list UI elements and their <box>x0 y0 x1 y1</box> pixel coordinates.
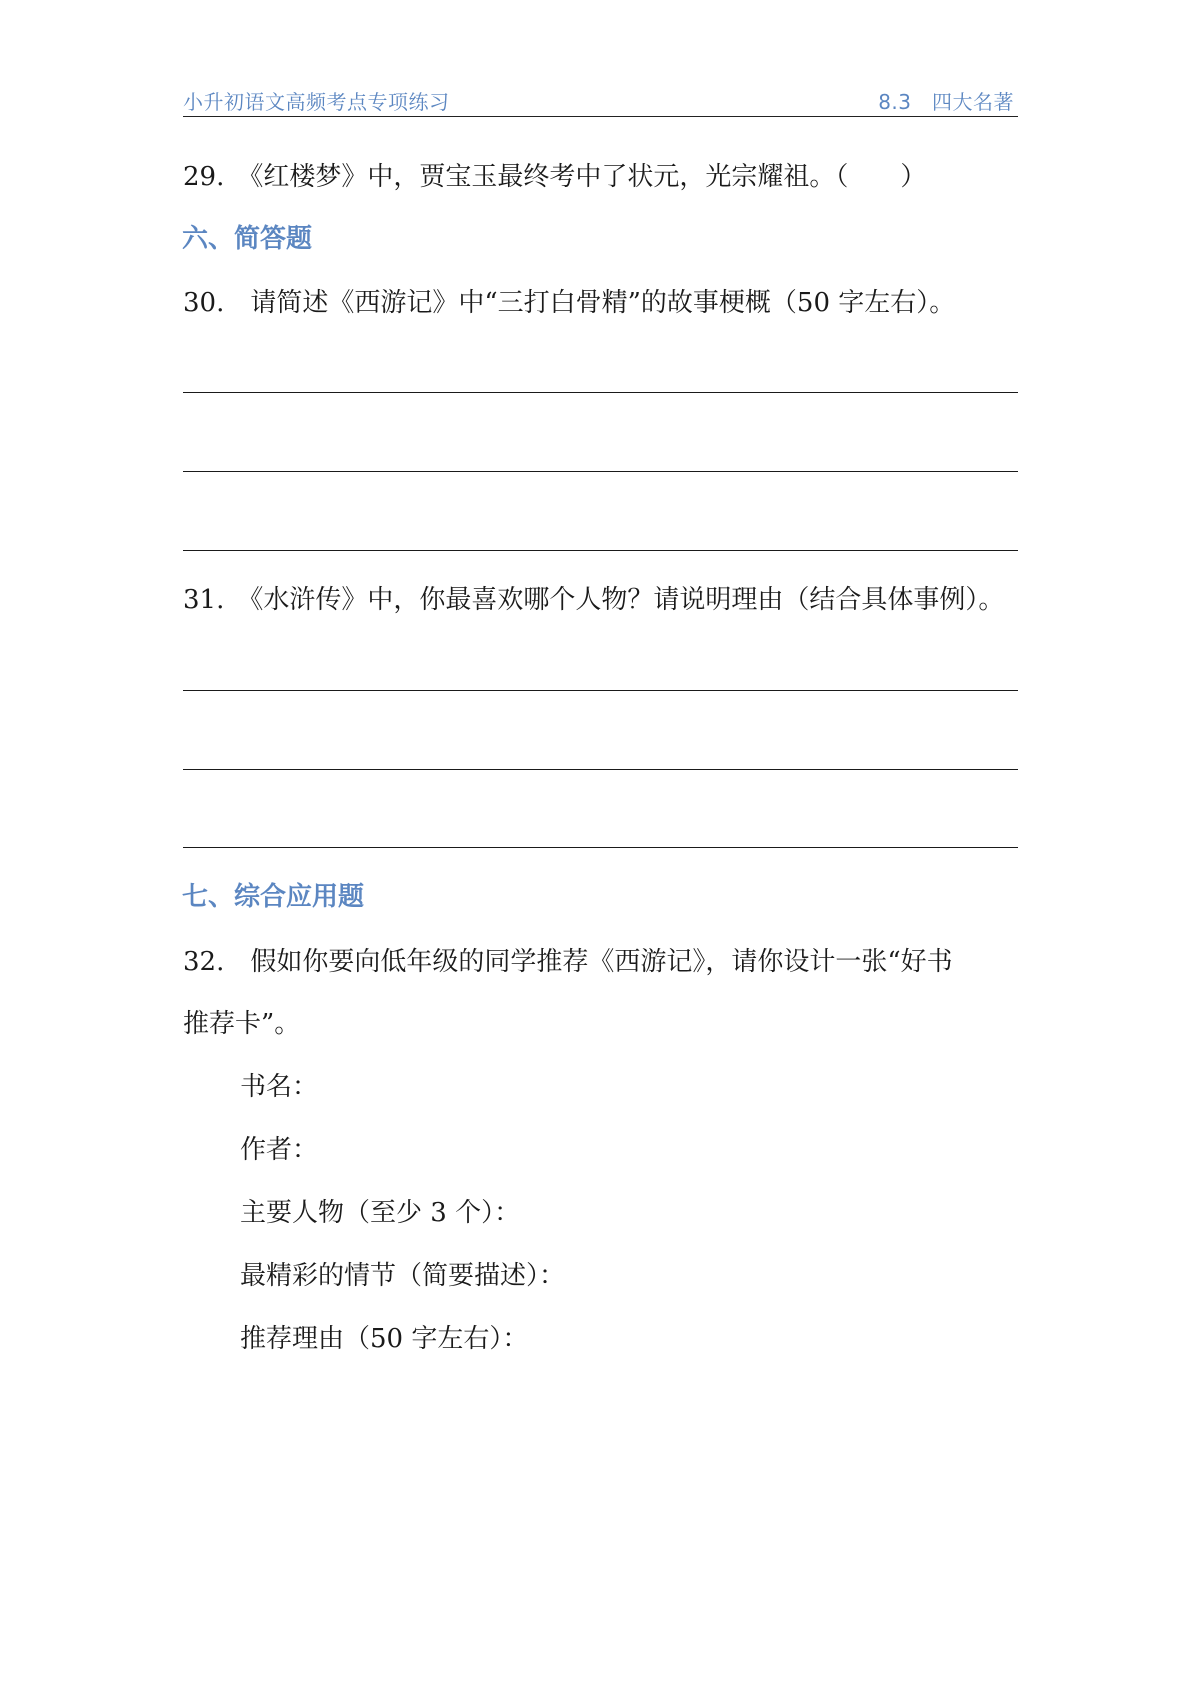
card-author-field[interactable]: 作者： <box>240 1135 319 1165</box>
question-32-line-2: 推荐卡”。 <box>183 1009 301 1039</box>
question-31: 31. 《水浒传》中，你最喜欢哪个人物？请说明理由（结合具体事例）。 <box>183 585 1005 615</box>
section-heading-comprehensive: 七、综合应用题 <box>182 882 365 912</box>
header-chapter: 8.3 四大名著 <box>878 90 1014 114</box>
question-32-line-1: 32. 假如你要向低年级的同学推荐《西游记》，请你设计一张“好书 <box>183 947 953 977</box>
section-heading-short-answer: 六、简答题 <box>182 224 313 254</box>
card-reason-field[interactable]: 推荐理由（50 字左右）： <box>240 1324 529 1354</box>
page-header <box>183 86 1018 117</box>
answer-line-31-2[interactable] <box>183 769 1018 770</box>
header-title: 小升初语文高频考点专项练习 <box>183 90 450 114</box>
card-highlight-field[interactable]: 最精彩的情节（简要描述）： <box>240 1261 566 1291</box>
card-characters-field[interactable]: 主要人物（至少 3 个）： <box>240 1198 521 1228</box>
question-29: 29. 《红楼梦》中，贾宝玉最终考中了状元，光宗耀祖。（ ） <box>183 162 927 192</box>
answer-line-31-3[interactable] <box>183 847 1018 848</box>
answer-line-31-1[interactable] <box>183 690 1018 691</box>
answer-line-30-3[interactable] <box>183 550 1018 551</box>
card-book-name-field[interactable]: 书名： <box>240 1072 319 1102</box>
question-30: 30. 请简述《西游记》中“三打白骨精”的故事梗概（50 字左右）。 <box>183 288 956 318</box>
answer-line-30-2[interactable] <box>183 471 1018 472</box>
answer-line-30-1[interactable] <box>183 392 1018 393</box>
